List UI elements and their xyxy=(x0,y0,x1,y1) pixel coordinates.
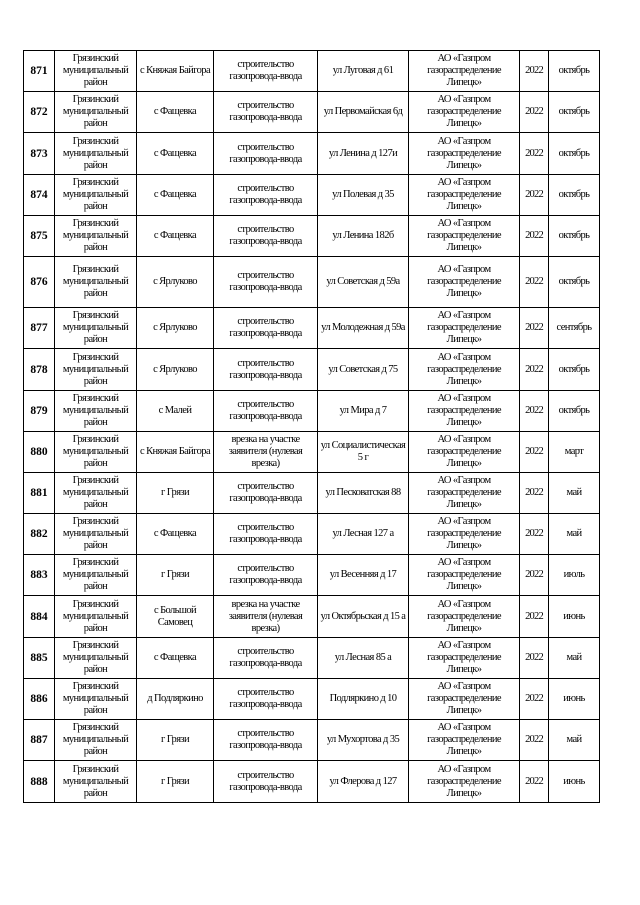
locality-cell: с Ярлуково xyxy=(137,308,214,349)
district-cell: Грязинский муниципальный район xyxy=(55,473,137,514)
month-cell: октябрь xyxy=(549,391,600,432)
district-cell: Грязинский муниципальный район xyxy=(55,720,137,761)
month-cell: октябрь xyxy=(549,349,600,391)
locality-cell: с Княжая Байгора xyxy=(137,432,214,473)
organization-cell: АО «Газпром газораспределение Липецк» xyxy=(409,391,520,432)
organization-cell: АО «Газпром газораспределение Липецк» xyxy=(409,432,520,473)
district-cell: Грязинский муниципальный район xyxy=(55,432,137,473)
address-cell: ул Флерова д 127 xyxy=(318,761,409,803)
year-cell: 2022 xyxy=(520,216,549,257)
work-type-cell: строительство газопровода-ввода xyxy=(214,761,318,803)
district-cell: Грязинский муниципальный район xyxy=(55,391,137,432)
address-cell: ул Первомайская 6д xyxy=(318,92,409,133)
table-row xyxy=(24,555,600,596)
month-cell: октябрь xyxy=(549,92,600,133)
table-row xyxy=(24,257,600,308)
row-number: 880 xyxy=(24,432,55,473)
row-number: 877 xyxy=(24,308,55,349)
work-type-cell: строительство газопровода-ввода xyxy=(214,391,318,432)
work-type-cell: строительство газопровода-ввода xyxy=(214,308,318,349)
district-cell: Грязинский муниципальный район xyxy=(55,761,137,803)
address-cell: ул Социалистическая 5 г xyxy=(318,432,409,473)
table-row xyxy=(24,720,600,761)
work-type-cell: строительство газопровода-ввода xyxy=(214,473,318,514)
month-cell: июнь xyxy=(549,761,600,803)
locality-cell: д Подляркино xyxy=(137,679,214,720)
year-cell: 2022 xyxy=(520,720,549,761)
year-cell: 2022 xyxy=(520,596,549,638)
organization-cell: АО «Газпром газораспределение Липецк» xyxy=(409,473,520,514)
row-number: 879 xyxy=(24,391,55,432)
work-type-cell: строительство газопровода-ввода xyxy=(214,51,318,92)
table-row xyxy=(24,216,600,257)
month-cell: июнь xyxy=(549,596,600,638)
locality-cell: г Грязи xyxy=(137,473,214,514)
organization-cell: АО «Газпром газораспределение Липецк» xyxy=(409,133,520,175)
year-cell: 2022 xyxy=(520,555,549,596)
locality-cell: с Фащевка xyxy=(137,638,214,679)
row-number: 887 xyxy=(24,720,55,761)
district-cell: Грязинский муниципальный район xyxy=(55,257,137,308)
work-type-cell: врезка на участке заявителя (нулевая врезка) xyxy=(214,432,318,473)
organization-cell: АО «Газпром газораспределение Липецк» xyxy=(409,308,520,349)
address-cell: ул Лесная 85 а xyxy=(318,638,409,679)
month-cell: май xyxy=(549,514,600,555)
year-cell: 2022 xyxy=(520,432,549,473)
row-number: 885 xyxy=(24,638,55,679)
year-cell: 2022 xyxy=(520,92,549,133)
organization-cell: АО «Газпром газораспределение Липецк» xyxy=(409,92,520,133)
table-row xyxy=(24,133,600,175)
row-number: 873 xyxy=(24,133,55,175)
work-type-cell: строительство газопровода-ввода xyxy=(214,216,318,257)
work-type-cell: строительство газопровода-ввода xyxy=(214,92,318,133)
table-row xyxy=(24,349,600,391)
year-cell: 2022 xyxy=(520,133,549,175)
locality-cell: с Княжая Байгора xyxy=(137,51,214,92)
locality-cell: с Фащевка xyxy=(137,514,214,555)
organization-cell: АО «Газпром газораспределение Липецк» xyxy=(409,596,520,638)
year-cell: 2022 xyxy=(520,761,549,803)
organization-cell: АО «Газпром газораспределение Липецк» xyxy=(409,51,520,92)
organization-cell: АО «Газпром газораспределение Липецк» xyxy=(409,761,520,803)
organization-cell: АО «Газпром газораспределение Липецк» xyxy=(409,175,520,216)
table-row xyxy=(24,679,600,720)
month-cell: март xyxy=(549,432,600,473)
district-cell: Грязинский муниципальный район xyxy=(55,51,137,92)
address-cell: ул Луговая д 61 xyxy=(318,51,409,92)
year-cell: 2022 xyxy=(520,175,549,216)
row-number: 871 xyxy=(24,51,55,92)
row-number: 882 xyxy=(24,514,55,555)
organization-cell: АО «Газпром газораспределение Липецк» xyxy=(409,514,520,555)
work-type-cell: строительство газопровода-ввода xyxy=(214,679,318,720)
month-cell: октябрь xyxy=(549,51,600,92)
locality-cell: с Ярлуково xyxy=(137,349,214,391)
month-cell: октябрь xyxy=(549,175,600,216)
work-type-cell: строительство газопровода-ввода xyxy=(214,257,318,308)
table-row xyxy=(24,638,600,679)
district-cell: Грязинский муниципальный район xyxy=(55,216,137,257)
locality-cell: с Фащевка xyxy=(137,175,214,216)
work-type-cell: строительство газопровода-ввода xyxy=(214,133,318,175)
address-cell: ул Молодежная д 59а xyxy=(318,308,409,349)
district-cell: Грязинский муниципальный район xyxy=(55,175,137,216)
organization-cell: АО «Газпром газораспределение Липецк» xyxy=(409,679,520,720)
district-cell: Грязинский муниципальный район xyxy=(55,514,137,555)
address-cell: ул Мухортова д 35 xyxy=(318,720,409,761)
organization-cell: АО «Газпром газораспределение Липецк» xyxy=(409,349,520,391)
month-cell: май xyxy=(549,720,600,761)
address-cell: ул Ленина д 127и xyxy=(318,133,409,175)
work-type-cell: строительство газопровода-ввода xyxy=(214,555,318,596)
year-cell: 2022 xyxy=(520,638,549,679)
year-cell: 2022 xyxy=(520,51,549,92)
row-number: 881 xyxy=(24,473,55,514)
locality-cell: г Грязи xyxy=(137,555,214,596)
row-number: 872 xyxy=(24,92,55,133)
address-cell: ул Полевая д 35 xyxy=(318,175,409,216)
table-row xyxy=(24,514,600,555)
address-cell: ул Ленина 182б xyxy=(318,216,409,257)
district-cell: Грязинский муниципальный район xyxy=(55,555,137,596)
organization-cell: АО «Газпром газораспределение Липецк» xyxy=(409,257,520,308)
organization-cell: АО «Газпром газораспределение Липецк» xyxy=(409,638,520,679)
row-number: 875 xyxy=(24,216,55,257)
address-cell: ул Советская д 75 xyxy=(318,349,409,391)
year-cell: 2022 xyxy=(520,473,549,514)
locality-cell: с Фащевка xyxy=(137,92,214,133)
locality-cell: с Фащевка xyxy=(137,133,214,175)
table-body xyxy=(24,51,600,803)
year-cell: 2022 xyxy=(520,349,549,391)
address-cell: ул Октябрьская д 15 а xyxy=(318,596,409,638)
month-cell: июль xyxy=(549,555,600,596)
work-type-cell: врезка на участке заявителя (нулевая врезка) xyxy=(214,596,318,638)
address-cell: ул Лесная 127 а xyxy=(318,514,409,555)
work-type-cell: строительство газопровода-ввода xyxy=(214,175,318,216)
locality-cell: с Ярлуково xyxy=(137,257,214,308)
district-cell: Грязинский муниципальный район xyxy=(55,133,137,175)
work-type-cell: строительство газопровода-ввода xyxy=(214,514,318,555)
locality-cell: с Фащевка xyxy=(137,216,214,257)
table-row xyxy=(24,761,600,803)
month-cell: октябрь xyxy=(549,133,600,175)
work-type-cell: строительство газопровода-ввода xyxy=(214,720,318,761)
row-number: 886 xyxy=(24,679,55,720)
district-cell: Грязинский муниципальный район xyxy=(55,308,137,349)
organization-cell: АО «Газпром газораспределение Липецк» xyxy=(409,216,520,257)
row-number: 888 xyxy=(24,761,55,803)
year-cell: 2022 xyxy=(520,679,549,720)
row-number: 876 xyxy=(24,257,55,308)
year-cell: 2022 xyxy=(520,257,549,308)
row-number: 878 xyxy=(24,349,55,391)
address-cell: Подляркино д 10 xyxy=(318,679,409,720)
month-cell: сентябрь xyxy=(549,308,600,349)
district-cell: Грязинский муниципальный район xyxy=(55,92,137,133)
row-number: 884 xyxy=(24,596,55,638)
organization-cell: АО «Газпром газораспределение Липецк» xyxy=(409,555,520,596)
table-row xyxy=(24,175,600,216)
locality-cell: с Малей xyxy=(137,391,214,432)
address-cell: ул Мира д 7 xyxy=(318,391,409,432)
year-cell: 2022 xyxy=(520,308,549,349)
row-number: 874 xyxy=(24,175,55,216)
year-cell: 2022 xyxy=(520,514,549,555)
table-row xyxy=(24,432,600,473)
gas-connection-table xyxy=(23,50,600,803)
district-cell: Грязинский муниципальный район xyxy=(55,596,137,638)
table-row xyxy=(24,596,600,638)
month-cell: май xyxy=(549,638,600,679)
work-type-cell: строительство газопровода-ввода xyxy=(214,349,318,391)
month-cell: май xyxy=(549,473,600,514)
organization-cell: АО «Газпром газораспределение Липецк» xyxy=(409,720,520,761)
district-cell: Грязинский муниципальный район xyxy=(55,349,137,391)
year-cell: 2022 xyxy=(520,391,549,432)
month-cell: июнь xyxy=(549,679,600,720)
row-number: 883 xyxy=(24,555,55,596)
address-cell: ул Весенняя д 17 xyxy=(318,555,409,596)
table-row xyxy=(24,92,600,133)
month-cell: октябрь xyxy=(549,257,600,308)
district-cell: Грязинский муниципальный район xyxy=(55,679,137,720)
address-cell: ул Песковатская 88 xyxy=(318,473,409,514)
work-type-cell: строительство газопровода-ввода xyxy=(214,638,318,679)
locality-cell: г Грязи xyxy=(137,720,214,761)
locality-cell: с Большой Самовец xyxy=(137,596,214,638)
table-row xyxy=(24,391,600,432)
table-row xyxy=(24,51,600,92)
address-cell: ул Советская д 59а xyxy=(318,257,409,308)
locality-cell: г Грязи xyxy=(137,761,214,803)
table-row xyxy=(24,473,600,514)
district-cell: Грязинский муниципальный район xyxy=(55,638,137,679)
table-row xyxy=(24,308,600,349)
month-cell: октябрь xyxy=(549,216,600,257)
